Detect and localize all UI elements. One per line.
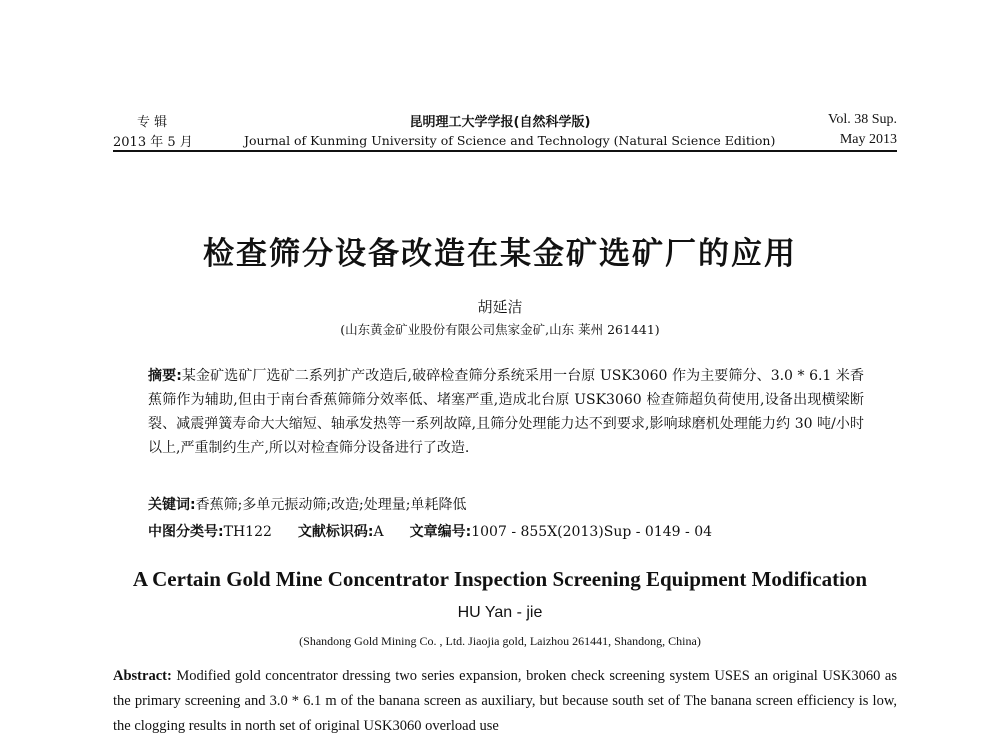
header-right-top: Vol. 38 Sup. [828,112,897,127]
header-left-bottom: 2013 年 5 月 [113,135,193,150]
classification-line [148,521,712,541]
clc-value: TH122 [223,524,272,540]
journal-name-cn: 昆明理工大学学报(自然科学版) [409,115,591,130]
keywords-text: 香蕉筛;多单元振动筛;改造;处理量;单耗降低 [195,497,467,513]
keywords-cn [148,494,466,514]
doc-code-value: A [373,524,384,540]
abstract-cn [148,364,864,460]
header-left-top: 专 辑 [137,115,168,130]
article-no-label: 文章编号: [409,524,472,540]
abstract-label-en: Abstract: [113,668,172,684]
abstract-text-en: Modified gold concentrator dressing two series expansion, broken check screening system USES an original USK3060 as the primary screening and 3.0 * 6.1 m of the banana screen as auxiliary, but because south set of The banana screen efficiency is low, the clogging results in north set of original USK3060 overload use [113,668,897,734]
article-title-en: A Certain Gold Mine Concentrator Inspection Screening Equipment Modification [132,567,868,591]
journal-name-en: Journal of Kunming University of Science and Technology (Natural Science Edition) [244,133,776,148]
article-title-cn: 检查筛分设备改造在某金矿选矿厂的应用 [203,236,797,272]
affiliation-cn: (山东黄金矿业股份有限公司焦家金矿,山东 莱州 261441) [340,322,660,337]
header-rule [113,150,897,152]
abstract-label-cn: 摘要: [148,368,182,384]
article-no-value: 1007 - 855X(2013)Sup - 0149 - 04 [471,524,713,540]
abstract-en [113,664,897,739]
doc-code-label: 文献标识码: [297,524,374,540]
author-name-cn: 胡延洁 [477,298,523,316]
keywords-label: 关键词: [148,497,196,513]
clc-label: 中图分类号: [148,524,224,540]
header-right-bottom: May 2013 [839,132,897,147]
affiliation-en: (Shandong Gold Mining Co. , Ltd. Jiaojia gold, Laizhou 261441, Shandong, China) [299,634,701,648]
abstract-text-cn: 某金矿选矿厂选矿二系列扩产改造后,破碎检查筛分系统采用一台原 USK3060 作为主要筛分、3.0 * 6.1 米香蕉筛作为辅助,但由于南台香蕉筛筛分效率低、堵塞严重,造成北台原 USK3060 检查筛超负荷使用,设备出现横梁断裂、减震弹簧寿命大大缩短、轴承发热等一系列故障,且筛分处理能力达不到要求,影响球磨机处理能力约 30 吨/小时以上,严重制约生产,所以对检查筛分设备进行了改造. [148,368,864,456]
author-name-en: HU Yan - jie [457,604,543,621]
